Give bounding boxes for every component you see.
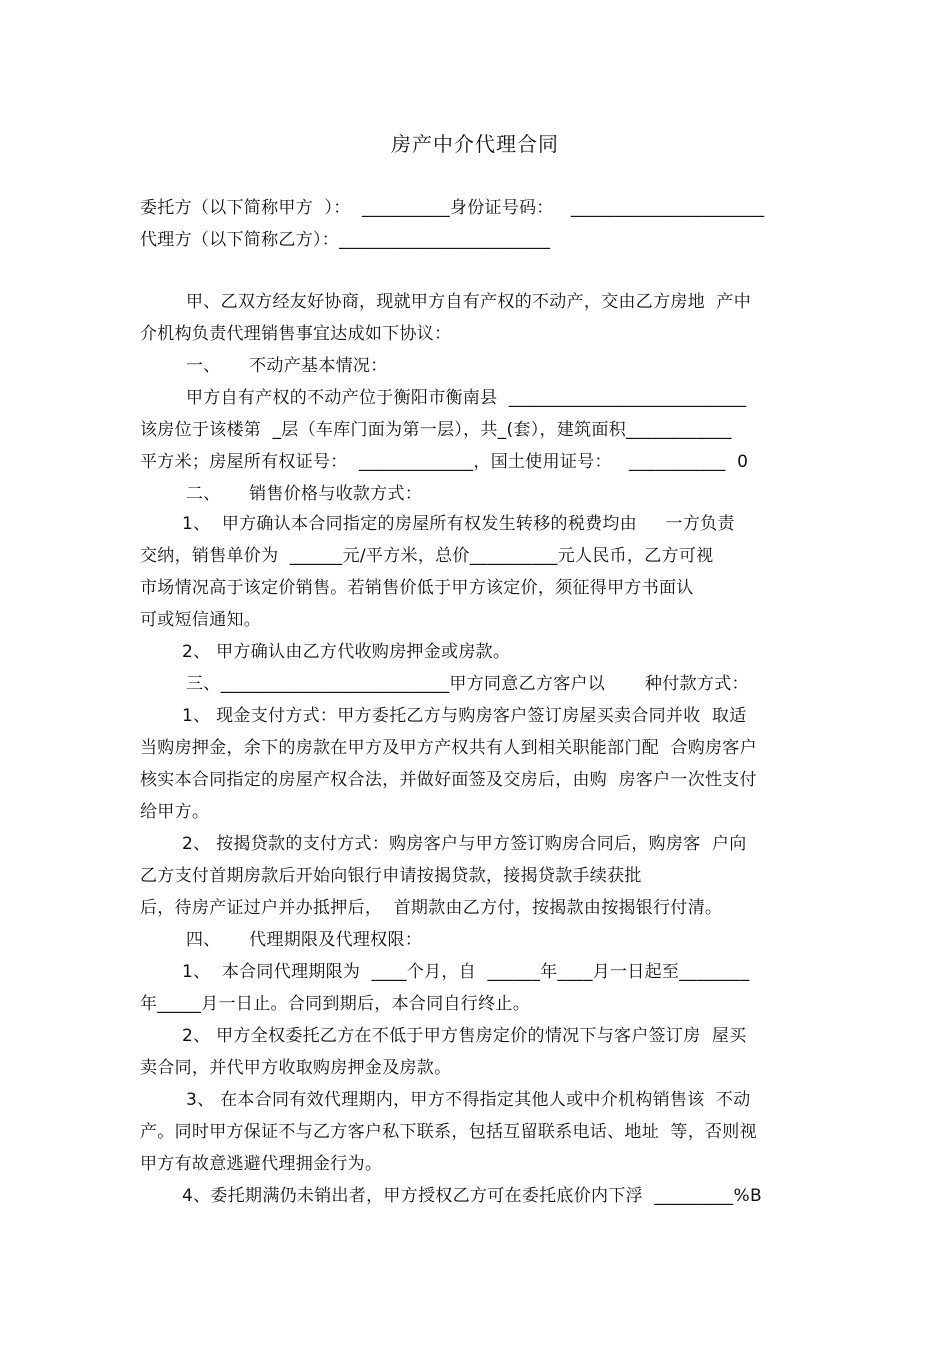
section-1-line-3: 平方米；房屋所有权证号： _____________，国土使用证号： ___________ 0 bbox=[140, 452, 749, 472]
page-title: 房产中介代理合同 bbox=[391, 132, 559, 156]
clause-2-1-line-4: 可或短信通知。 bbox=[140, 610, 262, 630]
section-heading-3: 三、__________________________甲方同意乙方客户以 种付款方式： bbox=[186, 674, 749, 694]
clause-4-1-line-1: 1、 本合同代理期限为 ____个月，自 ______年____月一日起至________ bbox=[182, 962, 750, 982]
client-party-line: 委托方（以下简称甲方 ）： __________身份证号码： ______________________ bbox=[140, 198, 765, 218]
section-1-line-1: 甲方自有产权的不动产位于衡阳市衡南县 ___________________________ bbox=[186, 388, 747, 408]
section-heading-1: 一、 不动产基本情况： bbox=[186, 356, 388, 376]
clause-2-2: 2、 甲方确认由乙方代收购房押金或房款。 bbox=[182, 642, 511, 662]
agent-party-line: 代理方（以下简称乙方）：________________________ bbox=[140, 230, 551, 250]
clause-3-1-line-4: 给甲方。 bbox=[140, 802, 210, 822]
clause-4-3-line-2: 产。同时甲方保证不与乙方客户私下联系，包括互留联系电话、地址 等，否则视 bbox=[140, 1122, 757, 1142]
clause-4-3-line-1: 3、 在本合同有效代理期内，甲方不得指定其他人或中介机构销售该 不动 bbox=[186, 1090, 751, 1110]
clause-2-1-line-3: 市场情况高于该定价销售。若销售价低于甲方该定价，须征得甲方书面认 bbox=[140, 578, 694, 598]
clause-3-2-line-2: 乙方支付首期房款后开始向银行申请按揭贷款，接揭贷款手续获批 bbox=[140, 866, 642, 886]
clause-3-2-line-1: 2、 按揭贷款的支付方式：购房客户与甲方签订购房合同后，购房客 户向 bbox=[182, 834, 747, 854]
clause-4-1-line-2: 年_____月一日止。合同到期后，本合同自行终止。 bbox=[140, 994, 530, 1014]
clause-3-1-line-1: 1、 现金支付方式：甲方委托乙方与购房客户签订房屋买卖合同并收 取适 bbox=[182, 706, 747, 726]
clause-4-2-line-2: 卖合同，并代甲方收取购房押金及房款。 bbox=[140, 1058, 452, 1078]
clause-3-2-line-3: 后，待房产证过户并办抵押后， 首期款由乙方付，按揭款由按揭银行付清。 bbox=[140, 898, 723, 918]
section-heading-4: 四、 代理期限及代理权限： bbox=[186, 930, 423, 950]
section-heading-2: 二、 销售价格与收款方式： bbox=[186, 484, 423, 504]
clause-2-1-line-2: 交纳，销售单价为 ______元/平方米，总价__________元人民币，乙方可视 bbox=[140, 546, 714, 566]
clause-4-2-line-1: 2、 甲方全权委托乙方在不低于甲方售房定价的情况下与客户签订房 屋买 bbox=[182, 1026, 747, 1046]
clause-3-1-line-2: 当购房押金，余下的房款在甲方及甲方产权共有人到相关职能部门配 合购房客户 bbox=[140, 738, 757, 758]
clause-4-3-line-3: 甲方有故意逃避代理拥金行为。 bbox=[140, 1154, 383, 1174]
intro-paragraph-line-1: 甲、乙双方经友好协商，现就甲方自有产权的不动产，交由乙方房地 产中 bbox=[186, 292, 752, 312]
clause-2-1-line-1: 1、 甲方确认本合同指定的房屋所有权发生转移的税费均由 一方负责 bbox=[182, 514, 735, 534]
section-1-line-2: 该房位于该楼第 _层（车库门面为第一层），共_(套），建筑面积____________ bbox=[140, 420, 732, 440]
intro-paragraph-line-2: 介机构负责代理销售事宜达成如下协议： bbox=[140, 324, 452, 344]
clause-3-1-line-3: 核实本合同指定的房屋产权合法，并做好面签及交房后，由购 房客户一次性支付 bbox=[140, 770, 757, 790]
clause-4-4-line-1: 4、委托期满仍未销出者，甲方授权乙方可在委托底价内下浮 _________%B bbox=[182, 1186, 762, 1206]
